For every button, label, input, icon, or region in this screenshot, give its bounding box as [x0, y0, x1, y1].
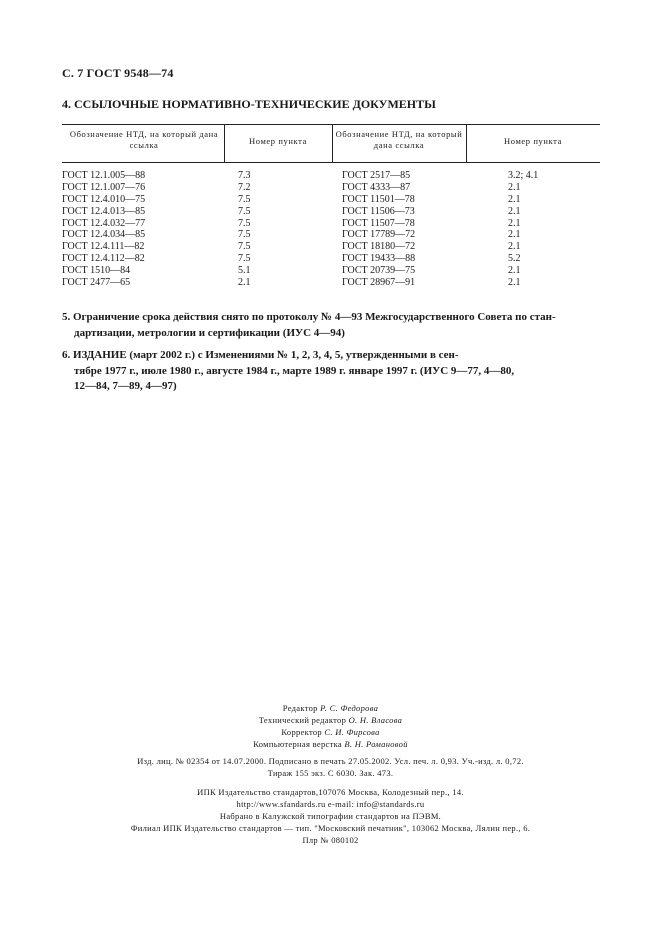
- publisher-line: ИПК Издательство стандартов,107076 Москва, Колодезный пер., 14.: [197, 787, 464, 797]
- table-cell: 5.2: [508, 253, 521, 265]
- table-cell: ГОСТ 2517—85: [342, 170, 411, 181]
- table-cell: 2.1: [508, 241, 521, 253]
- proofreader-line: [0, 726, 661, 738]
- table-cell: ГОСТ 11507—78: [342, 217, 415, 229]
- table-cell: ГОСТ 12.1.005—88: [62, 170, 146, 181]
- branch-line: Филиал ИПК Издательство стандартов — тип. "Московский печатник", 103062 Москва, Лялин пер., 6.: [130, 823, 531, 833]
- right-designation-column: [342, 170, 415, 289]
- web-line: http://www.sfandards.ru e-mail: info@standards.ru: [236, 799, 425, 809]
- layout-name: В. Н. Романовой: [344, 739, 408, 749]
- header-left-designation: Обозначение НТД, на который дана ссылка: [69, 129, 219, 150]
- table-cell: ГОСТ 11506—73: [342, 205, 415, 217]
- table-cell: ГОСТ 19433—88: [342, 253, 416, 265]
- print-info-block: [0, 755, 661, 779]
- table-cell: 2.1: [508, 265, 521, 277]
- table-cell: ГОСТ 11501—78: [342, 193, 415, 205]
- table-cell: 7.5: [238, 241, 251, 253]
- table-cell: ГОСТ 12.4.032—77: [62, 217, 146, 229]
- license-line: Изд. лиц. № 02354 от 14.07.2000. Подписано в печать 27.05.2002. Усл. печ. л. 0,93. Уч.-изд. л. 0,72.: [137, 756, 524, 766]
- table-cell: ГОСТ 12.4.010—75: [62, 193, 146, 205]
- table-cell: 7.5: [238, 193, 251, 205]
- section-5-paragraph: [62, 310, 582, 341]
- editor-line: [0, 702, 661, 714]
- paragraph-line: тябре 1977 г., июле 1980 г., августе 1984 г., марте 1989 г. январе 1997 г. (ИУС 9—77, 4—80,: [74, 364, 515, 377]
- page-header: С. 7 ГОСТ 9548—74: [62, 66, 174, 80]
- table-cell: 7.2: [238, 181, 251, 193]
- paragraph-line: 5. Ограничение срока действия снято по протоколу № 4—93 Межгосударственного Совета по стан-: [62, 311, 556, 323]
- section-4-title: 4. ССЫЛОЧНЫЕ НОРМАТИВНО-ТЕХНИЧЕСКИЕ ДОКУМЕНТЫ: [62, 97, 436, 111]
- publisher-block: [0, 786, 661, 846]
- layout-label: Компьютерная верстка: [253, 739, 342, 749]
- table-cell: 2.1: [508, 205, 521, 217]
- left-clause-column: [238, 170, 251, 289]
- tech-editor-label: Технический редактор: [258, 715, 347, 725]
- table-cell: 2.1: [508, 217, 521, 229]
- paragraph-line: 12—84, 7—89, 4—97): [74, 380, 177, 392]
- table-cell: 2.1: [508, 181, 521, 193]
- table-cell: 3.2; 4.1: [508, 170, 539, 181]
- plr-line: Плр № 080102: [302, 835, 359, 845]
- tech-editor-name: О. Н. Власова: [348, 715, 403, 725]
- table-cell: ГОСТ 28967—91: [342, 277, 416, 289]
- header-right-designation: Обозначение НТД, на который дана ссылка: [335, 129, 463, 150]
- table-cell: ГОСТ 12.4.013—85: [62, 205, 146, 217]
- table-divider: [332, 124, 333, 162]
- table-cell: ГОСТ 17789—72: [342, 229, 416, 241]
- layout-line: [0, 738, 661, 750]
- table-cell: ГОСТ 2477—65: [62, 277, 131, 289]
- table-header-rule: [62, 162, 600, 163]
- table-cell: ГОСТ 4333—87: [342, 181, 411, 193]
- table-cell: 2.1: [238, 277, 251, 289]
- table-cell: 2.1: [508, 193, 521, 205]
- proofreader-label: Корректор: [281, 727, 322, 737]
- tech-editor-line: [0, 714, 661, 726]
- circulation-line: Тираж 155 экз. С 6030. Зак. 473.: [267, 768, 394, 778]
- table-cell: 5.1: [238, 265, 251, 277]
- section-6-paragraph: [62, 348, 582, 395]
- paragraph-line: дартизации, метрологии и сертификации (ИУС 4—94): [74, 326, 345, 339]
- editor-name: Р. С. Федорова: [320, 703, 379, 713]
- header-right-clause: Номер пункта: [504, 136, 562, 146]
- editor-label: Редактор: [282, 703, 318, 713]
- left-designation-column: [62, 170, 145, 289]
- table-divider: [466, 124, 467, 162]
- paragraph-line: 6. ИЗДАНИЕ (март 2002 г.) с Изменениями № 1, 2, 3, 4, 5, утвержденными в сен-: [62, 349, 459, 361]
- table-cell: 7.5: [238, 217, 251, 229]
- header-left-clause: Номер пункта: [249, 136, 307, 146]
- table-cell: ГОСТ 12.4.111—82: [62, 241, 145, 253]
- table-cell: ГОСТ 12.4.112—82: [62, 253, 145, 265]
- table-divider: [224, 124, 225, 162]
- table-cell: 7.5: [238, 229, 251, 241]
- table-cell: ГОСТ 20739—75: [342, 265, 416, 277]
- table-top-rule: [62, 124, 600, 125]
- table-cell: ГОСТ 1510—84: [62, 265, 131, 277]
- typeset-line: Набрано в Калужской типографии стандартов на ПЭВМ.: [219, 811, 442, 821]
- proofreader-name: С. И. Фирсова: [324, 727, 380, 737]
- table-cell: 7.5: [238, 205, 251, 217]
- table-cell: ГОСТ 12.4.034—85: [62, 229, 146, 241]
- right-clause-column: [508, 170, 538, 289]
- credits-block: [0, 702, 661, 750]
- table-cell: 7.3: [238, 170, 251, 181]
- table-cell: 7.5: [238, 253, 251, 265]
- table-cell: 2.1: [508, 229, 521, 241]
- table-cell: 2.1: [508, 277, 521, 289]
- table-cell: ГОСТ 12.1.007—76: [62, 181, 146, 193]
- table-cell: ГОСТ 18180—72: [342, 241, 416, 253]
